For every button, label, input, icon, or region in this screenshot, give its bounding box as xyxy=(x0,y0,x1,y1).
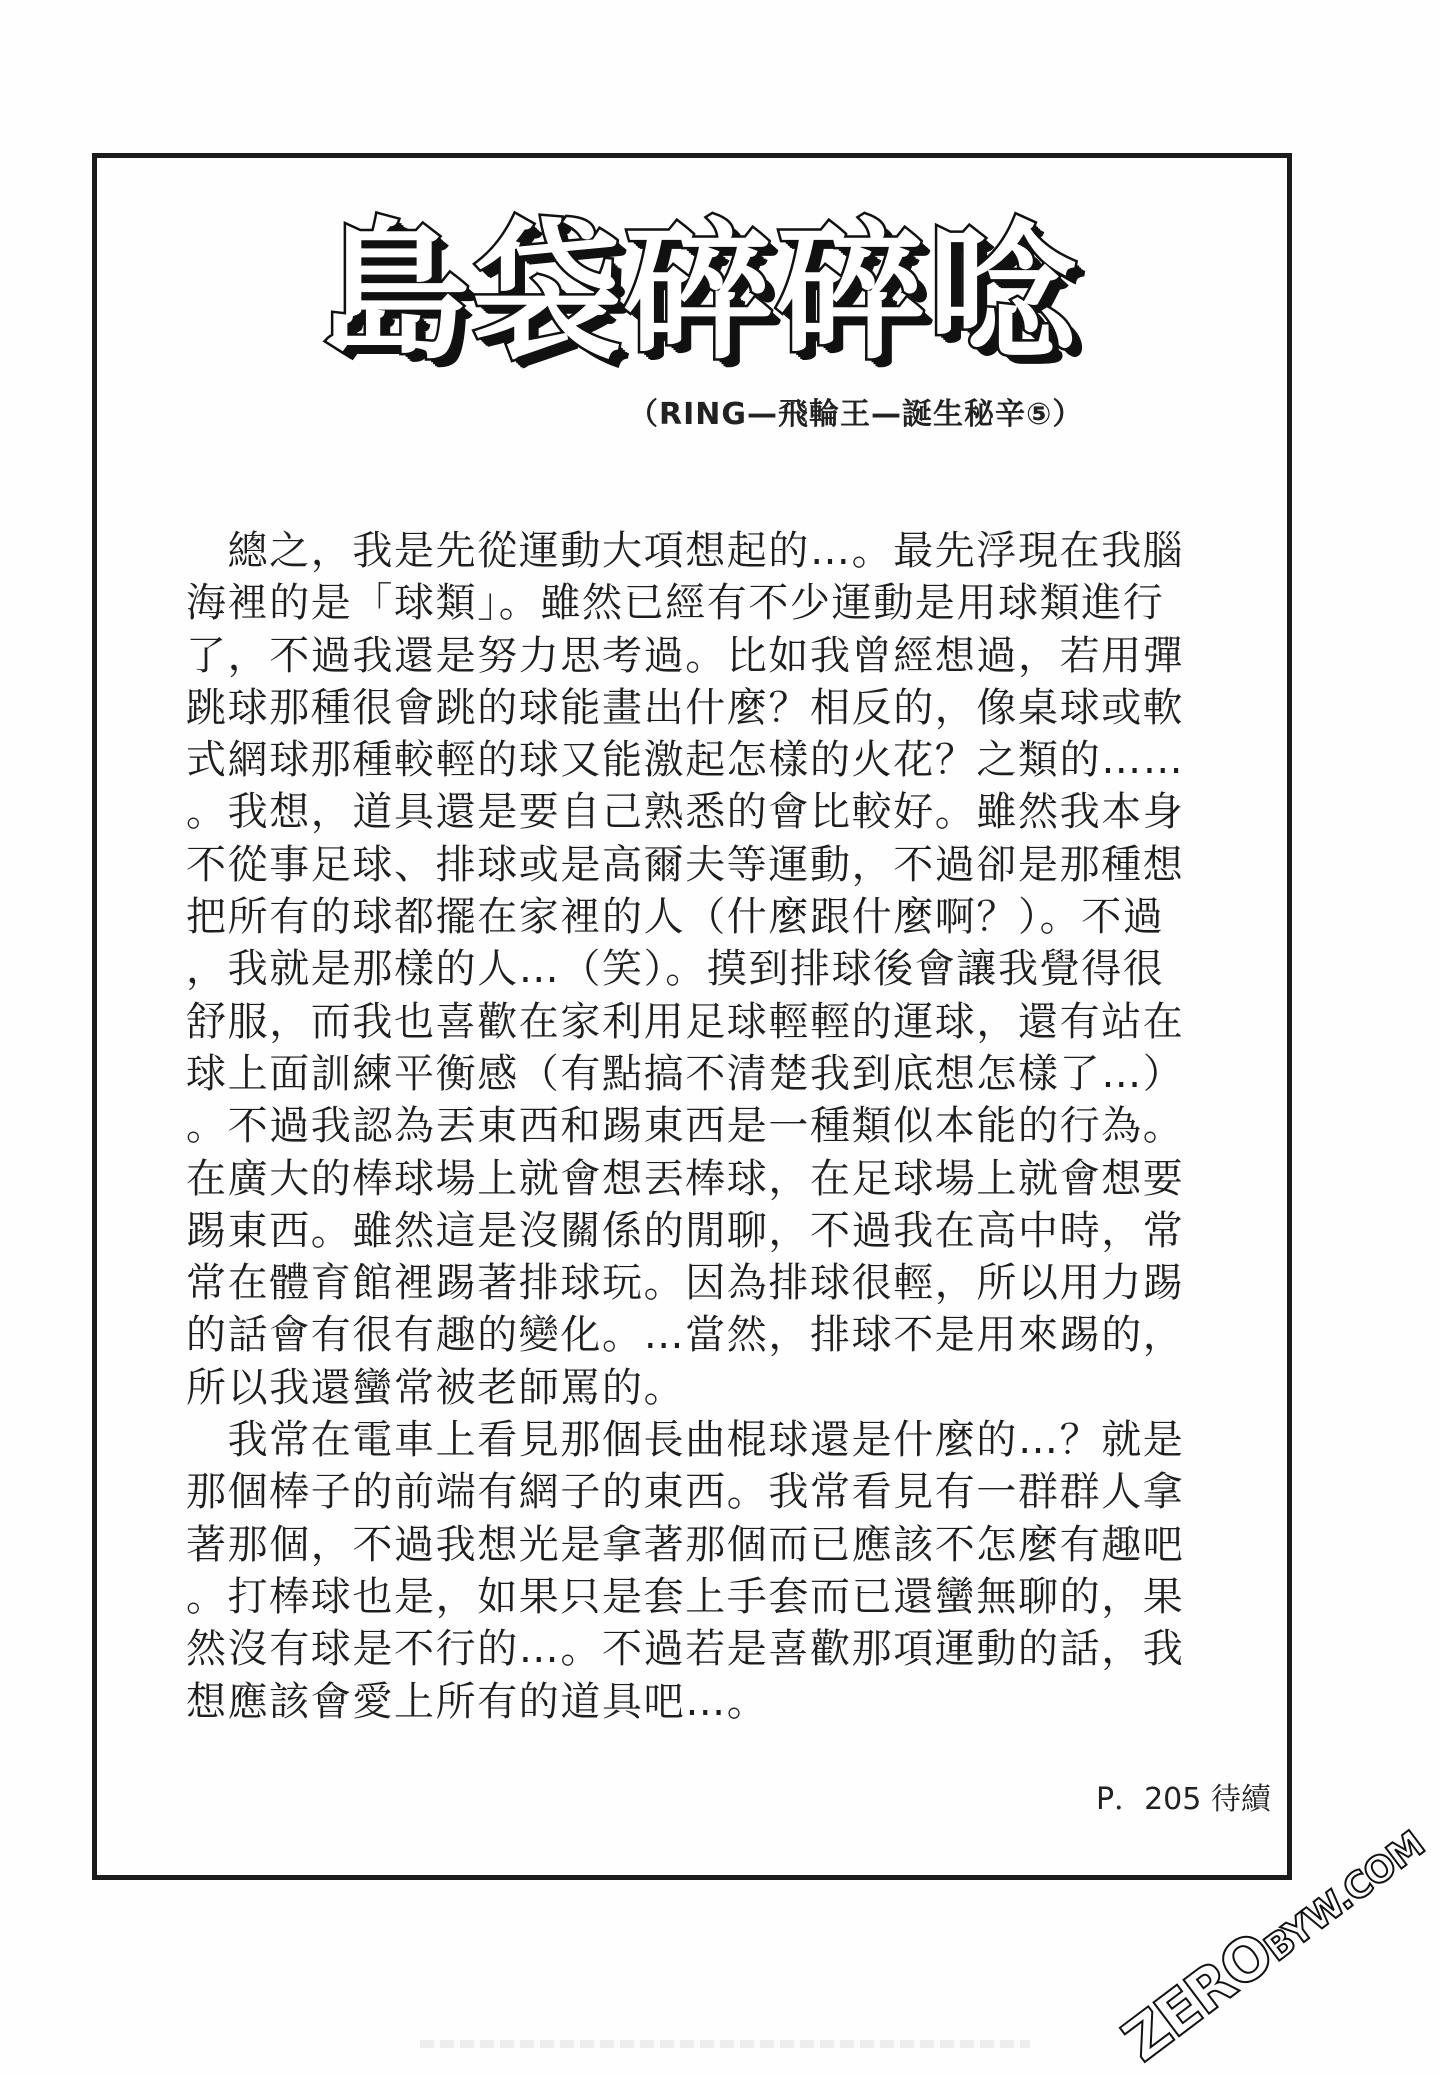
body-line: 然沒有球是不行的…。不過若是喜歡那項運動的話，我 xyxy=(186,1626,1185,1673)
body-line: 我常在電車上看見那個長曲棍球還是什麼的…？就是 xyxy=(186,1417,1185,1464)
body-line: 舒服，而我也喜歡在家利用足球輕輕的運球，還有站在 xyxy=(186,998,1185,1045)
body-line: 常在體育館裡踢著排球玩。因為排球很輕，所以用力踢 xyxy=(186,1260,1185,1307)
watermark-zero: ZERO xyxy=(1110,1919,1286,2075)
scan-artifact-strip xyxy=(420,2040,1030,2048)
body-line: 把所有的球都擺在家裡的人（什麼跟什麼啊？）。不過 xyxy=(186,894,1165,941)
continued-page-reference: P．205 待續 xyxy=(1096,1782,1271,1817)
body-line: 不從事足球、排球或是高爾夫等運動，不過卻是那種想 xyxy=(186,841,1185,888)
body-line: 。我想，道具還是要自己熟悉的會比較好。雖然我本身 xyxy=(186,789,1185,836)
page-subtitle: （RING—飛輪王—誕生秘辛⑤） xyxy=(628,397,1084,432)
body-line: 式網球那種較輕的球又能激起怎樣的火花？之類的…… xyxy=(186,737,1185,784)
body-line: 球上面訓練平衡感（有點搞不清楚我到底想怎樣了…） xyxy=(186,1050,1185,1097)
body-line: 海裡的是「球類」。雖然已經有不少運動是用球類進行 xyxy=(186,580,1165,627)
body-line: 那個棒子的前端有網子的東西。我常看見有一群群人拿 xyxy=(186,1469,1185,1516)
body-text xyxy=(186,525,1196,1728)
body-line: 在廣大的棒球場上就會想丟棒球，在足球場上就會想要 xyxy=(186,1155,1185,1202)
body-line: 著那個，不過我想光是拿著那個而已應該不怎麼有趣吧 xyxy=(186,1521,1185,1568)
body-line: 。打棒球也是，如果只是套上手套而已還蠻無聊的，果 xyxy=(186,1573,1185,1620)
body-line: 所以我還蠻常被老師罵的。 xyxy=(186,1364,686,1411)
body-line: ，我就是那樣的人…（笑）。摸到排球後會讓我覺得很 xyxy=(186,946,1165,993)
watermark-domain: BYW.COM xyxy=(1257,1824,1433,1970)
page-title: 島袋碎碎唸 xyxy=(319,206,1080,380)
body-line: 跳球那種很會跳的球能畫出什麼？相反的，像桌球或軟 xyxy=(186,684,1185,731)
body-line: 總之，我是先從運動大項想起的…。最先浮現在我腦 xyxy=(186,528,1185,574)
body-line: 了，不過我還是努力思考過。比如我曾經想過，若用彈 xyxy=(186,632,1185,679)
body-line: 踢東西。雖然這是沒關係的閒聊，不過我在高中時，常 xyxy=(186,1207,1185,1254)
body-line: 的話會有很有趣的變化。…當然，排球不是用來踢的， xyxy=(186,1312,1185,1359)
body-line: 想應該會愛上所有的道具吧…。 xyxy=(186,1678,769,1725)
body-line: 。不過我認為丟東西和踢東西是一種類似本能的行為。 xyxy=(186,1103,1185,1150)
